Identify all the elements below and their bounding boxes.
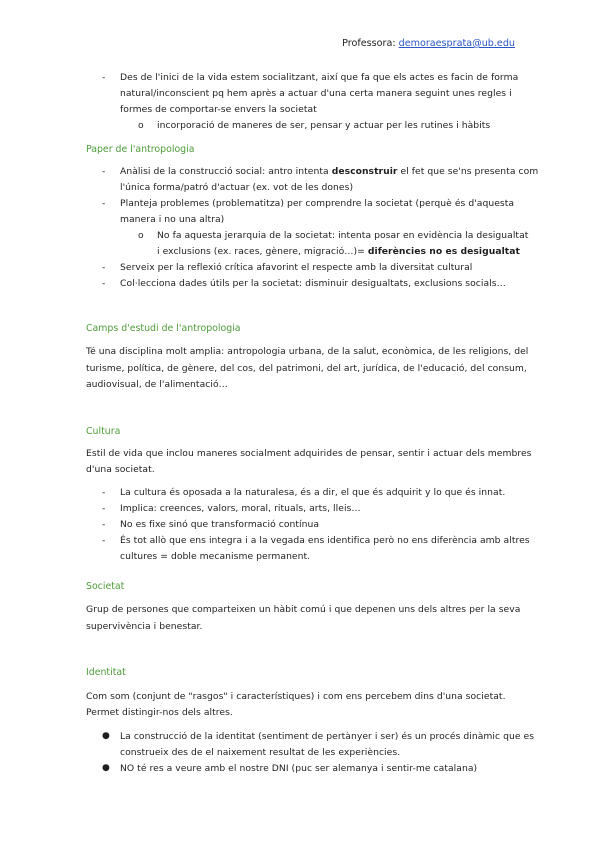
bold-text: desconstruir xyxy=(331,166,398,177)
paper-item-4: Col·lecciona dades útils per la societat: disminuir desigualtats, exclusions socials… xyxy=(120,278,506,289)
heading-paper: Paper de l'antropologia xyxy=(86,144,195,155)
identitat-item-1-line-2: construeix des de el naixement resultat de les experiències. xyxy=(120,747,401,758)
dash-marker: - xyxy=(102,198,106,209)
dash-marker: - xyxy=(102,166,106,177)
dash-marker: - xyxy=(102,519,106,530)
paper-item-3: Serveix per la reflexió crítica afavorint el respecte amb la diversitat cultural xyxy=(120,262,473,273)
cultura-item-1: La cultura és oposada a la naturalesa, és a dir, el que és adquirit y lo que és innat. xyxy=(120,487,506,498)
camps-line-1: Té una disciplina molt amplia: antropologia urbana, de la salut, econòmica, de les religions, del xyxy=(86,346,529,357)
dash-marker: - xyxy=(102,262,106,273)
intro-line-1: Des de l'inici de la vida estem socialitzant, així que fa que els actes es facin de forma xyxy=(120,72,519,83)
cultura-item-3: No es fixe sinó que transformació contínua xyxy=(120,519,320,530)
dash-marker: - xyxy=(102,535,106,546)
email-link[interactable]: demoraesprata@ub.edu xyxy=(398,38,515,49)
cultura-item-4-line-2: cultures = doble mecanisme permanent. xyxy=(120,551,311,562)
paper-sub-item-line-2 xyxy=(157,244,520,260)
text-span: i exclusions (ex. races, gènere, migració…)= xyxy=(157,246,368,257)
header xyxy=(342,38,515,49)
dash-marker: - xyxy=(102,72,106,83)
heading-cultura: Cultura xyxy=(86,426,121,437)
circle-marker: o xyxy=(138,230,144,241)
paper-item-1 xyxy=(120,164,539,180)
text-span: Anàlisi de la construcció social: antro intenta xyxy=(120,166,332,177)
intro-line-3: formes de comportar-se envers la societat xyxy=(120,104,317,115)
societat-line-2: supervivència i benestar. xyxy=(86,621,203,632)
paper-item-2: Planteja problemes (problematitza) per comprendre la societat (perquè és d'aquesta xyxy=(120,198,515,209)
cultura-item-4: És tot allò que ens integra i a la vegada ens identifica però no ens diferència amb altres xyxy=(120,535,530,546)
camps-line-3: audiovisual, de l'alimentació… xyxy=(86,379,228,390)
camps-line-2: turisme, política, de gènere, del cos, del patrimoni, del art, jurídica, de l'educació, del consum, xyxy=(86,363,527,374)
bold-text: diferències no es desigualtat xyxy=(367,246,520,257)
paper-sub-item-line-1: No fa aquesta jerarquia de la societat: intenta posar en evidència la desigualtat xyxy=(157,230,529,241)
dash-marker: - xyxy=(102,278,106,289)
identitat-line-1: Com som (conjunt de "rasgos" i característiques) i com ens percebem dins d'una societat. xyxy=(86,691,506,702)
cultura-item-2: Implica: creences, valors, moral, rituals, arts, lleis… xyxy=(120,503,361,514)
identitat-item-2: NO té res a veure amb el nostre DNI (puc ser alemanya i sentir-me catalana) xyxy=(120,763,478,774)
cultura-line-2: d'una societat. xyxy=(86,464,155,475)
identitat-line-2: Permet distingir-nos dels altres. xyxy=(86,707,233,718)
paper-item-2-line-2: manera i no una altra) xyxy=(120,214,225,225)
header-label: Professora: xyxy=(342,38,396,49)
circle-marker: o xyxy=(138,120,144,131)
text-span: el fet que se'ns presenta com xyxy=(397,166,539,177)
heading-societat: Societat xyxy=(86,581,125,592)
societat-line-1: Grup de persones que comparteixen un hàbit comú i que depenen uns dels altres per la seva xyxy=(86,604,521,615)
intro-sub-item: incorporació de maneres de ser, pensar y actuar per les rutines i hàbits xyxy=(157,120,491,131)
dash-marker: - xyxy=(102,503,106,514)
bullet-marker: ● xyxy=(102,731,110,741)
intro-line-2: natural/inconscient pq hem après a actuar d'una certa manera seguint unes regles i xyxy=(120,88,512,99)
heading-identitat: Identitat xyxy=(86,667,126,678)
dash-marker: - xyxy=(102,487,106,498)
bullet-marker: ● xyxy=(102,763,110,773)
paper-item-1-line-2: l'única forma/patró d'actuar (ex. vot de les dones) xyxy=(120,182,354,193)
identitat-item-1: La construcció de la identitat (sentiment de pertànyer i ser) és un procés dinàmic que es xyxy=(120,731,535,742)
heading-camps: Camps d'estudi de l'antropologia xyxy=(86,323,241,334)
cultura-line-1: Estil de vida que inclou maneres socialment adquirides de pensar, sentir i actuar dels membres xyxy=(86,448,532,459)
